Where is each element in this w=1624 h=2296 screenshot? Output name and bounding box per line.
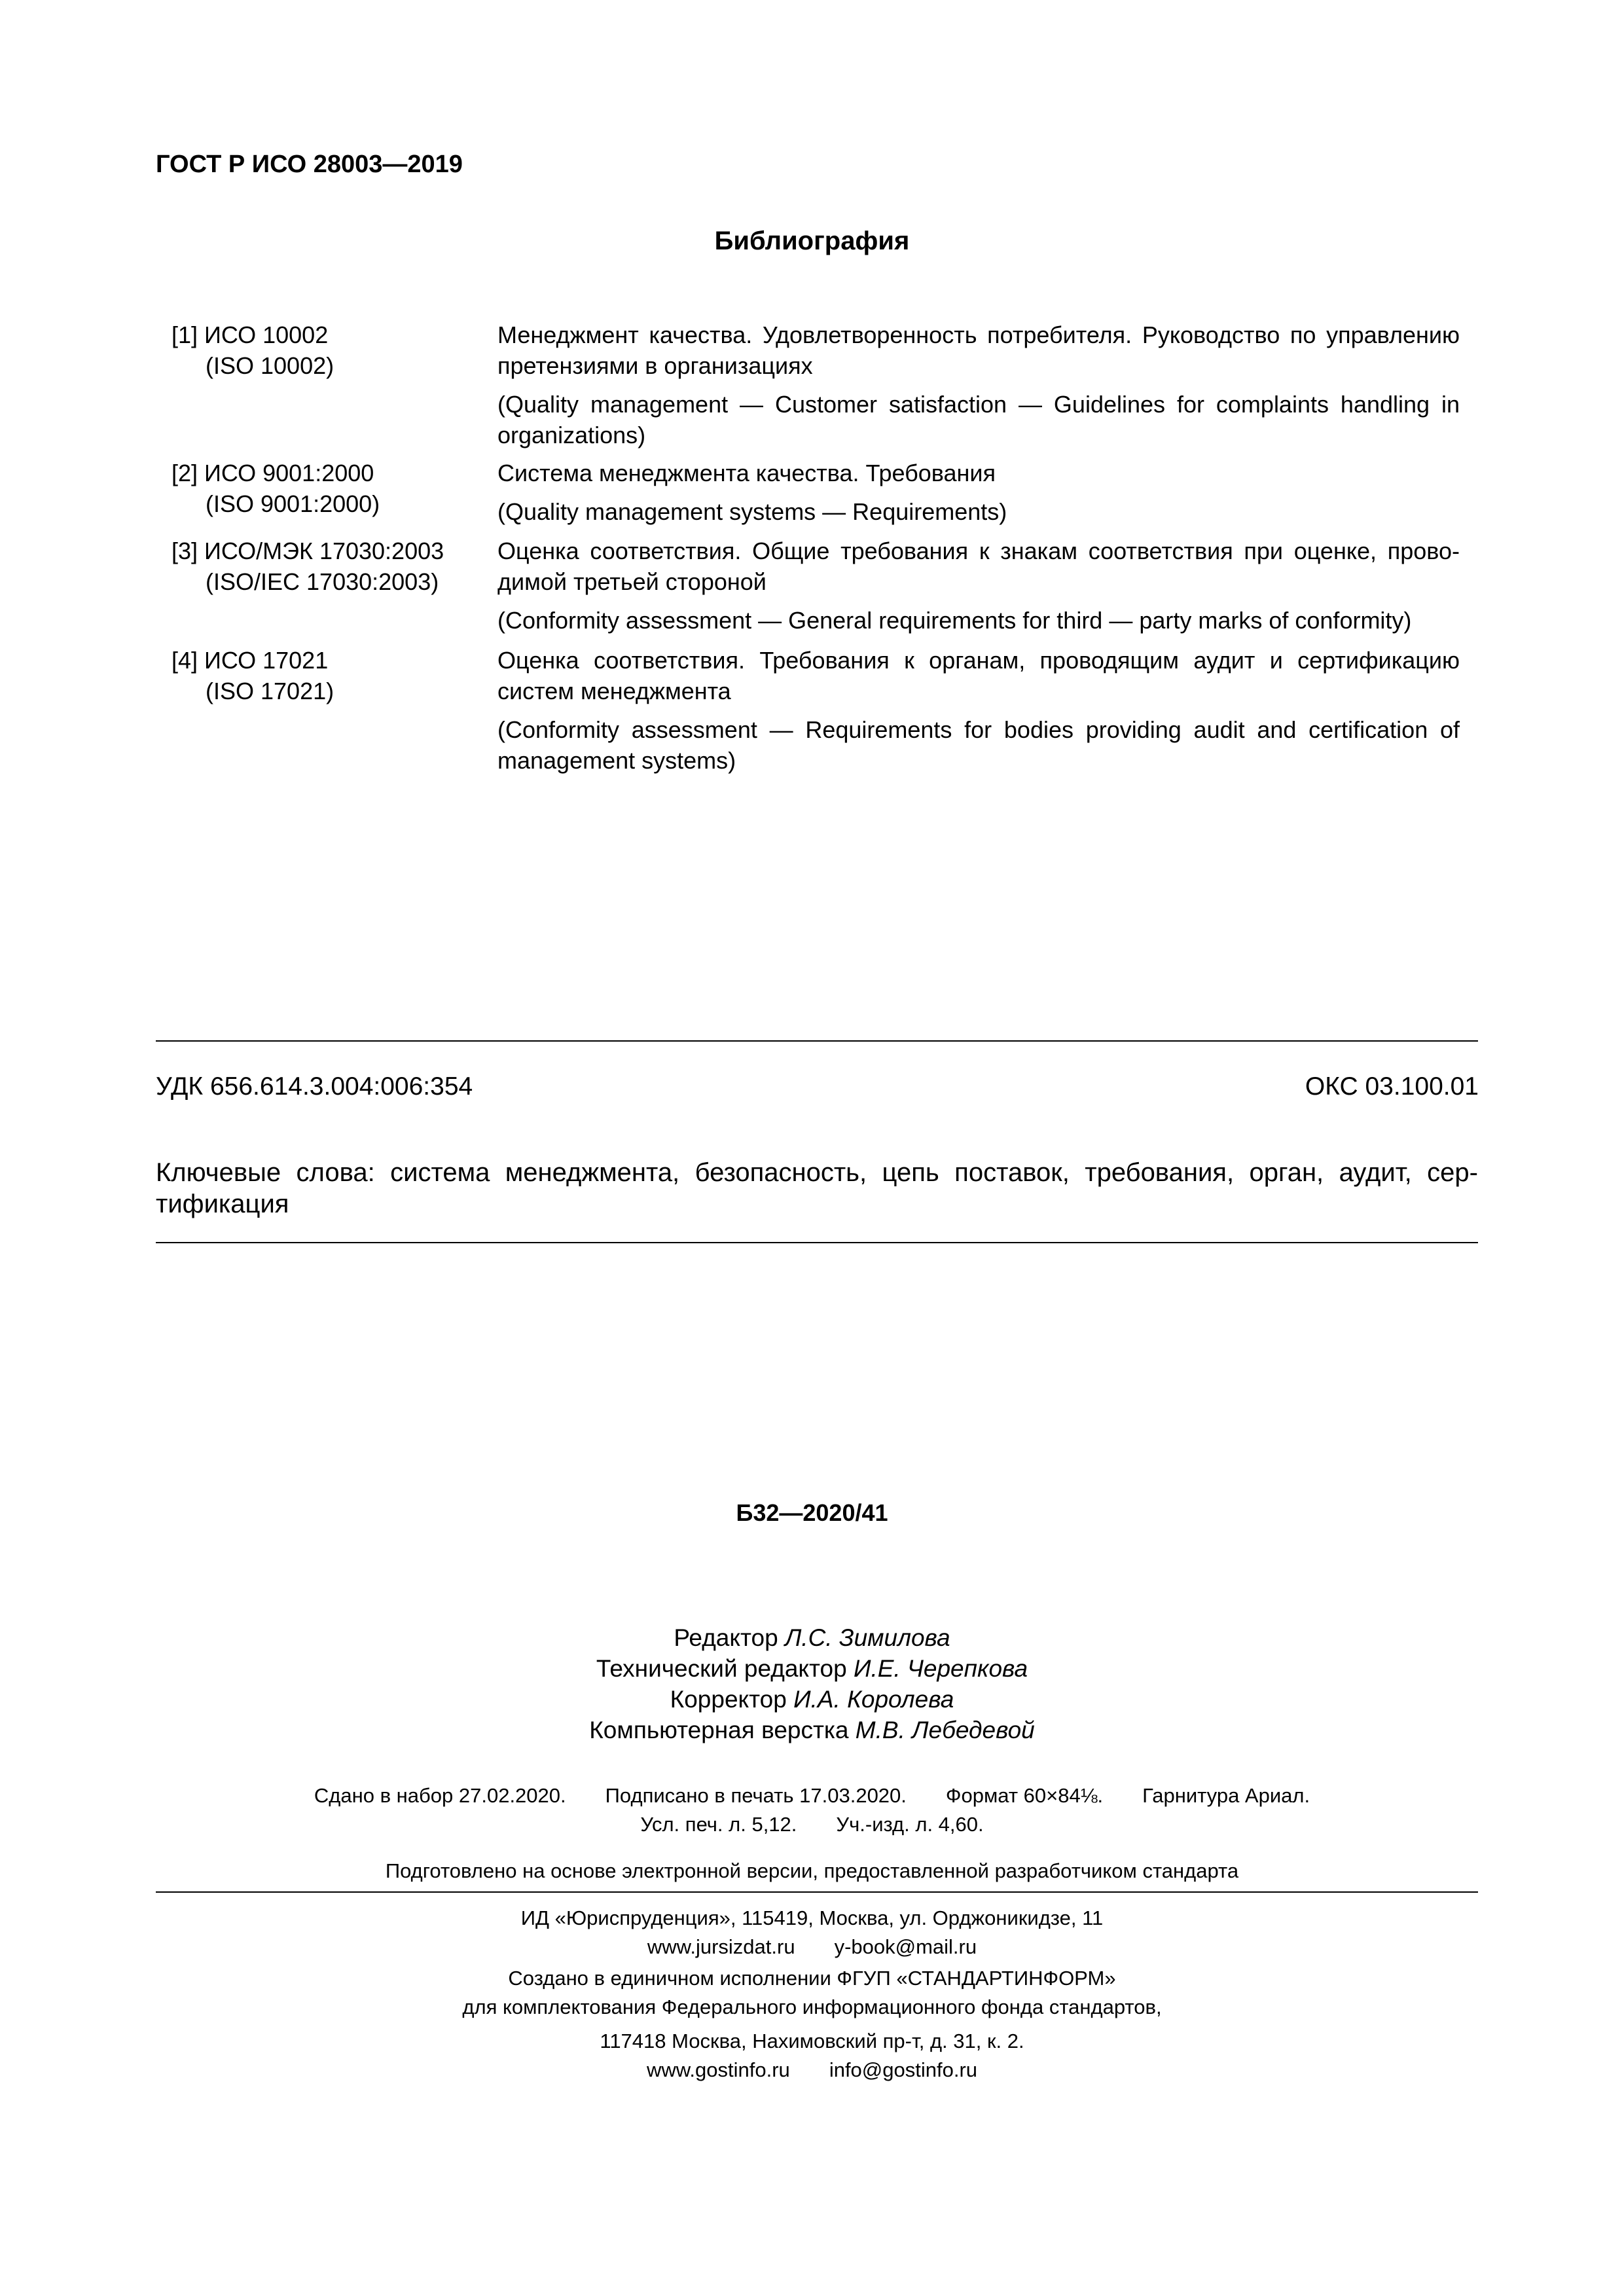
reference-title-en: (Quality management systems — Requirements)	[497, 498, 1007, 525]
publisher-website[interactable]: www.jursizdat.ru	[647, 1935, 795, 1958]
credit-person: Л.С. Зимилова	[784, 1624, 950, 1651]
divider	[156, 1040, 1478, 1042]
reference-title-en: (Conformity assessment — General requirements for third — party marks of conformity)	[497, 607, 1412, 634]
credit-person: И.А. Королева	[793, 1686, 954, 1713]
reference-description	[497, 645, 1460, 776]
edition-code: Б32—2020/41	[736, 1499, 888, 1526]
reference-number-en: (ISO/IEC 17030:2003)	[206, 568, 439, 595]
credit-tech-editor	[0, 1653, 1624, 1684]
created-note: Создано в единичном исполнении ФГУП «СТАНДАРТИНФОРМ»	[508, 1967, 1116, 1990]
publication-sheets: Уч.-изд. л. 4,60.	[836, 1813, 984, 1836]
reference-title-ru: Система менеджмента качества. Требования	[497, 460, 996, 486]
reference-title-ru: Менеджмент качества. Удовлетворенность потребителя. Руководство по управлению претензиями в организациях	[497, 321, 1460, 379]
standartinform-website[interactable]: www.gostinfo.ru	[646, 2058, 790, 2081]
reference-number-en: (ISO 10002)	[206, 352, 334, 379]
reference-number-ru: [4] ИСО 17021	[171, 647, 329, 674]
standartinform-address: 117418 Москва, Нахимовский пр-т, д. 31, к. 2.	[600, 2030, 1024, 2052]
reference-title-en: (Quality management — Customer satisfaction — Guidelines for complaints handling in organizations)	[497, 391, 1460, 448]
reference-number	[171, 645, 473, 706]
credit-person: М.В. Лебедевой	[855, 1717, 1035, 1743]
credit-role: Редактор	[674, 1624, 778, 1651]
prepared-note: Подготовлено на основе электронной версии, предоставленной разработчиком стандарта	[385, 1859, 1239, 1882]
reference-number-ru: [1] ИСО 10002	[171, 321, 329, 348]
credit-editor	[0, 1622, 1624, 1653]
page-format: Формат 60×84⅛.	[945, 1784, 1104, 1807]
reference-number-ru: [3] ИСО/МЭК 17030:2003	[171, 538, 444, 564]
reference-number	[171, 319, 473, 381]
print-sheets: Усл. печ. л. 5,12.	[640, 1813, 797, 1836]
reference-description	[497, 536, 1460, 636]
typeface: Гарнитура Ариал.	[1142, 1784, 1310, 1807]
signed-date: Подписано в печать 17.03.2020.	[605, 1784, 907, 1807]
udk-code: УДК 656.614.3.004:006:354	[156, 1072, 473, 1101]
reference-title-ru: Оценка соответствия. Требования к органам, проводящим аудит и сертификацию систем менеджмента	[497, 647, 1460, 704]
reference-description	[497, 458, 1460, 527]
credit-layout	[0, 1715, 1624, 1745]
oks-code: ОКС 03.100.01	[1305, 1072, 1479, 1101]
reference-number-en: (ISO 9001:2000)	[206, 490, 380, 517]
reference-number-ru: [2] ИСО 9001:2000	[171, 460, 374, 486]
publisher-email[interactable]: y-book@mail.ru	[834, 1935, 977, 1958]
credit-person: И.Е. Черепкова	[854, 1655, 1028, 1682]
typeset-date: Сдано в набор 27.02.2020.	[314, 1784, 566, 1807]
reference-number	[171, 536, 473, 597]
reference-description	[497, 319, 1460, 450]
standartinform-contacts	[0, 2056, 1624, 2085]
sheet-counts	[0, 1810, 1624, 1839]
credit-role: Корректор	[670, 1686, 787, 1713]
reference-title-en: (Conformity assessment — Requirements for bodies providing audit and certification of management systems)	[497, 716, 1460, 774]
reference-number	[171, 458, 473, 519]
standartinform-email[interactable]: info@gostinfo.ru	[829, 2058, 978, 2081]
keywords: Ключевые слова: система менеджмента, безопасность, цепь поставок, требования, орган, аудит, сертификация	[156, 1158, 1478, 1218]
bibliography-title: Библиография	[714, 227, 910, 255]
purpose-note: для комплектования Федерального информационного фонда стандартов,	[462, 1995, 1162, 2018]
print-details	[0, 1781, 1624, 1810]
publisher-address: ИД «Юриспруденция», 115419, Москва, ул. Орджоникидзе, 11	[520, 1906, 1104, 1929]
reference-title-ru: Оценка соответствия. Общие требования к знакам соответствия при оценке, проводимой третьей стороной	[497, 538, 1460, 595]
credit-proofreader	[0, 1684, 1624, 1715]
publisher-contacts	[0, 1933, 1624, 1961]
reference-number-en: (ISO 17021)	[206, 678, 334, 704]
credit-role: Компьютерная верстка	[589, 1717, 849, 1743]
divider	[156, 1891, 1478, 1893]
divider	[156, 1242, 1478, 1243]
document-code: ГОСТ Р ИСО 28003—2019	[156, 151, 463, 178]
credit-role: Технический редактор	[596, 1655, 847, 1682]
